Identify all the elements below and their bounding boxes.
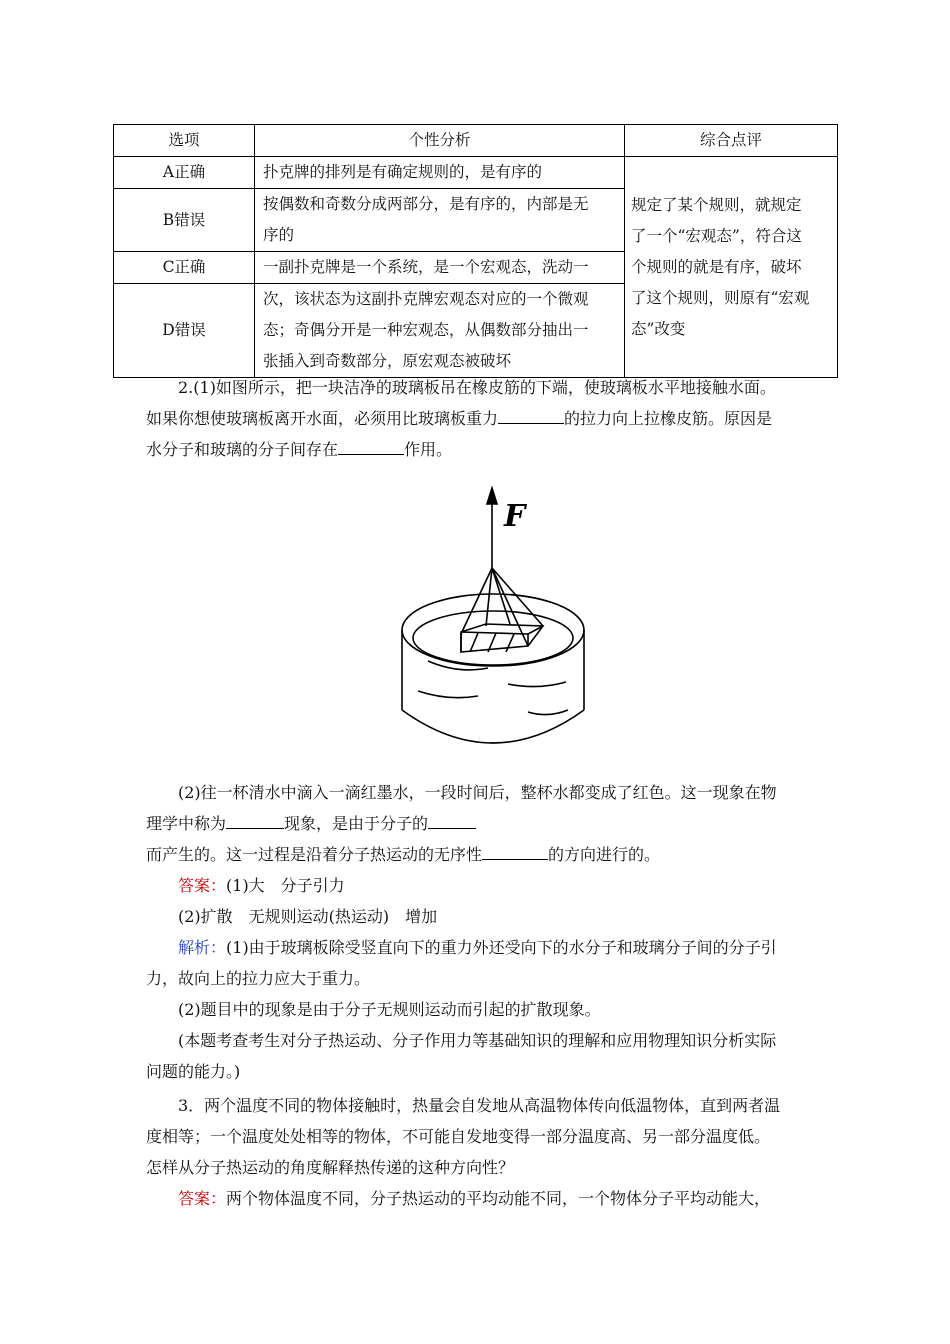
option-cell: D错误 [114,284,255,378]
answer-blank [428,810,476,829]
answer-blank [482,841,548,860]
answer-blank [338,436,404,455]
q2-part2-line-3: 而产生的。这一过程是沿着分子热运动的无序性 的方向进行的。 [146,839,808,870]
glass-plate-top [461,624,543,652]
q2-note-2: 问题的能力。) [146,1062,241,1081]
plate-hatch [506,634,514,652]
q3-line-2: 度相等；一个温度处处相等的物体，不可能自发地变得一部分温度高、另一部分温度低。 [146,1127,771,1146]
option-cell: B错误 [114,189,255,252]
analysis-cell: 扑克牌的排列是有确定规则的，是有序的 [255,157,625,189]
option-cell: C正确 [114,252,255,284]
q2-line-1: 2.(1)如图所示，把一块洁净的玻璃板吊在橡皮筋的下端，使玻璃板水平地接触水面。 [178,378,776,397]
analysis-cell: 按偶数和奇数分成两部分，是有序的，内部是无 序的 [255,189,625,252]
remark-cell: 规定了某个规则，就规定 了一个“宏观态”，符合这 个规则的就是有序，破坏 了这个规则，则原有“宏观 态”改变 [625,157,838,378]
string [486,568,492,626]
table-header-analysis: 个性分析 [255,125,625,157]
answer-blank [498,405,564,424]
string [492,568,510,624]
string [492,568,543,626]
q2-answer-2: (2)扩散 无规则运动(热运动) 增加 [178,907,438,926]
water-surface [413,611,573,665]
water-ripple [528,710,568,715]
q3-line-1: 3．两个温度不同的物体接触时，热量会自发地从高温物体传向低温物体，直到两者温 [178,1096,781,1115]
analysis-label: 解析： [178,938,227,957]
q2-analysis-1: 解析：(1)由于玻璃板除受竖直向下的重力外还受向下的水分子和玻璃分子间的分子引 [178,938,777,957]
glass-plate-edge [461,632,528,634]
q3-line-3: 怎样从分子热运动的角度解释热传递的这种方向性？ [146,1158,515,1177]
q2-line-2: 如果你想使玻璃板离开水面，必须用比玻璃板重力 的拉力向上拉橡皮筋。原因是 [146,403,808,434]
q2-analysis-1b: 力，故向上的拉力应大于重力。 [146,969,371,988]
table-header-row [114,125,838,157]
container-bottom [402,710,584,743]
answer-label: 答案： [178,876,227,895]
q3-answer: 答案：两个物体温度不同，分子热运动的平均动能不同，一个物体分子平均动能大， [178,1189,771,1208]
q2-answer-1: 答案：(1)大 分子引力 [178,876,345,895]
analysis-table [113,124,838,378]
answer-blank [226,810,284,829]
q2-note-1: (本题考查考生对分子热运动、分子作用力等基础知识的理解和应用物理知识分析实际 [178,1031,777,1050]
q2-line-3: 水分子和玻璃的分子间存在 作用。 [146,434,808,465]
water-ripple [508,682,566,687]
table-header-remark: 综合点评 [625,125,838,157]
glass-plate-figure [398,486,588,748]
table-row [114,157,838,189]
q2-part2-line-2: 理学中称为 现象，是由于分子的 [146,808,808,839]
water-ripple [418,691,478,698]
plate-hatch [470,633,478,652]
analysis-cell: 一副扑克牌是一个系统，是一个宏观态，洗动一 [255,252,625,284]
force-arrow-head [487,488,497,504]
force-label: F [504,499,526,534]
table-header-option: 选项 [114,125,255,157]
answer-label: 答案： [178,1189,227,1208]
q2-analysis-2: (2)题目中的现象是由于分子无规则运动而引起的扩散现象。 [178,1000,601,1019]
q2-part2-line-1: (2)往一杯清水中滴入一滴红墨水，一段时间后，整杯水都变成了红色。这一现象在物 [178,783,777,802]
option-cell: A正确 [114,157,255,189]
analysis-cell: 次，该状态为这副扑克牌宏观态对应的一个微观 态；奇偶分开是一种宏观态，从偶数部分抽出一 张插入到奇数部分，原宏观态被破坏 [255,284,625,378]
